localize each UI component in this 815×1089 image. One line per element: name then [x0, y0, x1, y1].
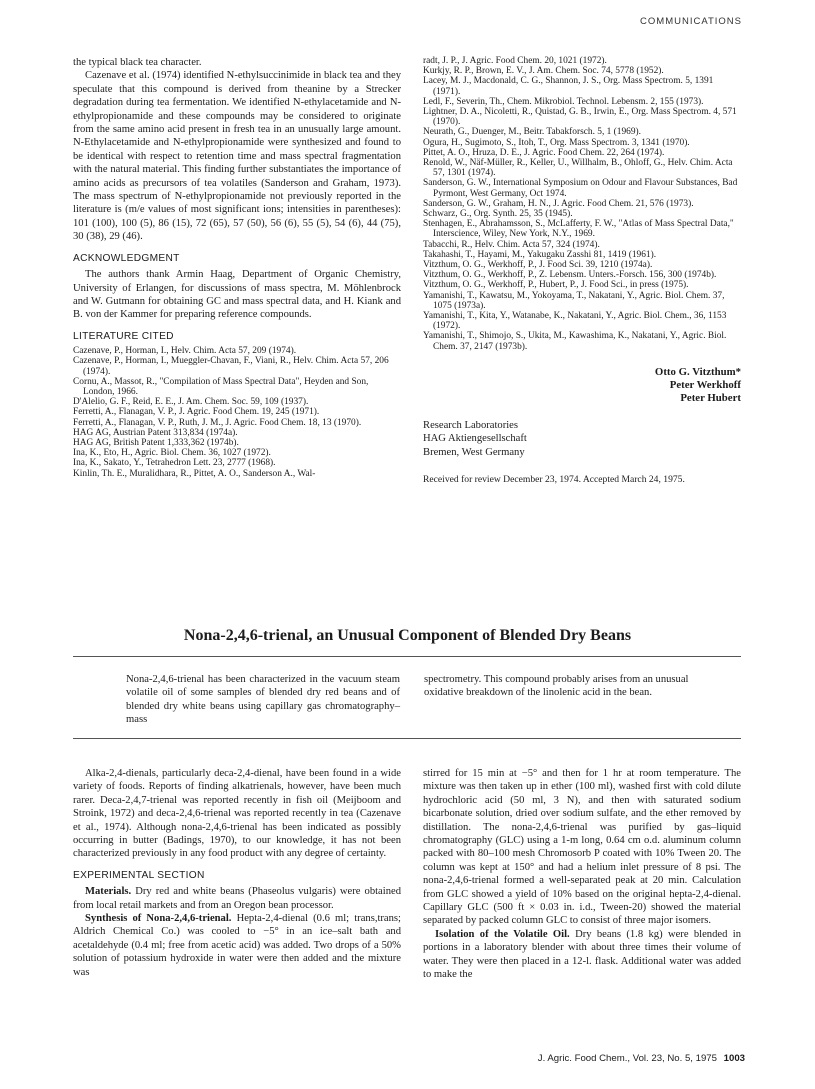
- reference-item: D'Alelio, G. F., Reid, E. E., J. Am. Chem. Soc. 59, 109 (1937).: [73, 397, 309, 408]
- article-title: Nona-2,4,6-trienal, an Unusual Component of Blended Dry Beans: [183, 627, 632, 644]
- reference-item: HAG AG, British Patent 1,333,362 (1974b).: [73, 437, 239, 448]
- reference-item: Ina, K., Eto, H., Agric. Biol. Chem. 36, 1027 (1972).: [73, 448, 271, 459]
- author-name: Peter Werkhoff: [669, 378, 741, 391]
- reference-item: Neurath, G., Duenger, M., Beitr. Tabakforsch. 5, 1 (1969).: [423, 127, 642, 138]
- reference-item: Sanderson, G. W., International Symposium on Odour and Flavour Substances, Bad Pyrmont, West Germany, Oct 1974.: [423, 178, 738, 199]
- reference-item: Lightner, D. A., Nicoletti, R., Quistad, G. B., Irwin, E., Org. Mass Spectrom. 4, 571 (1970).: [423, 107, 737, 128]
- paragraph: [423, 928, 741, 982]
- reference-item: Yamanishi, T., Kawatsu, M., Yokoyama, T., Nakatani, Y., Agric. Biol. Chem. 37, 1075 (1973a).: [423, 290, 725, 311]
- author-name: Peter Hubert: [680, 391, 741, 404]
- section-heading: ACKNOWLEDGMENT: [73, 252, 180, 264]
- affiliation-line: HAG Aktiengesellschaft: [423, 433, 527, 445]
- reference-item: Kinlin, Th. E., Muralidhara, R., Pittet, A. O., Sanderson A., Wal-: [73, 468, 316, 479]
- reference-item: Takahashi, T., Hayami, M., Yakugaku Zasshi 81, 1419 (1961).: [423, 249, 657, 260]
- reference-item: Cazenave, P., Horman, I., Mueggler-Chavan, F., Viani, R., Helv. Chim. Acta 57, 206 (1974).: [73, 356, 389, 377]
- paragraph-text: Dry beans (1.8 kg) were blended in portions in a laboratory blender with about three times their volume of water. They were then placed in a 12-l. flask. Additional water was added to make the: [423, 928, 741, 981]
- upper-left-column: [73, 56, 401, 479]
- paragraph: [73, 885, 401, 912]
- reference-list: [423, 56, 741, 352]
- author-list: [423, 366, 741, 405]
- run-in-heading: Isolation of the Volatile Oil.: [435, 928, 570, 940]
- section-heading: LITERATURE CITED: [73, 330, 174, 342]
- run-in-heading: Materials.: [85, 886, 132, 898]
- page-number: 1003: [723, 1053, 745, 1064]
- reference-item: radt, J. P., J. Agric. Food Chem. 20, 1021 (1972).: [423, 56, 607, 66]
- reference-item: Vitzthum, O. G., Werkhoff, P., Hubert, P., J. Food Sci., in press (1975).: [423, 280, 689, 291]
- reference-item: Schwarz, G., Org. Synth. 25, 35 (1945).: [423, 209, 573, 220]
- reference-item: Pittet, A. O., Hruza, D. E., J. Agric. Food Chem. 22, 264 (1974).: [423, 147, 665, 158]
- reference-item: Yamanishi, T., Shimojo, S., Ukita, M., Kawashima, K., Nakatani, Y., Agric. Biol. Chem. 37, 2147 (1973b).: [423, 331, 727, 352]
- reference-item: Yamanishi, T., Kita, Y., Watanabe, K., Nakatani, Y., Agric. Biol. Chem., 36, 1153 (1972).: [423, 311, 727, 332]
- reference-item: Lacey, M. J., Macdonald, C. G., Shannon, J. S., Org. Mass Spectrom. 5, 1391 (1971).: [423, 76, 714, 97]
- reference-item: Ogura, H., Sugimoto, S., Itoh, T., Org. Mass Spectrom. 3, 1341 (1970).: [423, 137, 690, 148]
- affiliation-line: Research Laboratories: [423, 419, 519, 431]
- affiliation-line: Bremen, West Germany: [423, 446, 525, 458]
- divider: [73, 738, 741, 739]
- reference-item: Cazenave, P., Horman, I., Helv. Chim. Acta 57, 209 (1974).: [73, 346, 297, 357]
- reference-item: Ina, K., Sakato, Y., Tetrahedron Lett. 23, 2777 (1968).: [73, 458, 276, 469]
- abstract-right: spectrometry. This compound probably arises from an unusual oxidative breakdown of the linolenic acid in the bean.: [424, 674, 689, 699]
- received-note: Received for review December 23, 1974. Accepted March 24, 1975.: [423, 474, 685, 486]
- paragraph: [73, 912, 401, 979]
- running-header: COMMUNICATIONS: [640, 16, 742, 27]
- reference-item: Vitzthum, O. G., Werkhoff, P., J. Food Sci. 39, 1210 (1974a).: [423, 260, 653, 271]
- upper-right-column: [423, 56, 741, 487]
- divider: [73, 656, 741, 657]
- abstract-left: Nona-2,4,6-trienal has been characterized in the vacuum steam volatile oil of some samples of blended dry red beans and of blended dry white beans using capillary gas chromatography–mass: [126, 674, 400, 726]
- reference-item: Tabacchi, R., Helv. Chim. Acta 57, 324 (1974).: [423, 239, 600, 250]
- reference-item: HAG AG, Austrian Patent 313,834 (1974a).: [73, 427, 238, 438]
- author-name: Otto G. Vitzthum*: [654, 365, 741, 378]
- page-footer: [0, 1053, 745, 1064]
- affiliation: [423, 419, 741, 459]
- reference-item: Cornu, A., Massot, R., "Compilation of Mass Spectral Data", Heyden and Son, London, 1966.: [73, 376, 369, 397]
- run-in-heading: Synthesis of Nona-2,4,6-trienal.: [85, 913, 232, 925]
- section-heading: EXPERIMENTAL SECTION: [73, 869, 205, 881]
- reference-item: Vitzthum, O. G., Werkhoff, P., Z. Lebensm. Unters.-Forsch. 156, 300 (1974b).: [423, 270, 717, 281]
- reference-item: Renold, W., Näf-Müller, R., Keller, U., Willhalm, B., Ohloff, G., Helv. Chim. Acta 57, 1301 (1974).: [423, 158, 733, 179]
- paragraph: the typical black tea character.: [73, 57, 202, 68]
- reference-item: Ledl, F., Severin, Th., Chem. Mikrobiol. Technol. Lebensm. 2, 155 (1973).: [423, 96, 704, 107]
- lower-left-column: [73, 767, 401, 979]
- introduction-paragraph: Alka-2,4-dienals, particularly deca-2,4-dienal, have been found in a wide variety of foods. Reports of finding alkatrienals, however, have been much rarer. Deca-2,4,7-trienal was reported recently in fish oil (Meijboom and Stroink, 1972) and deca-2,4,6-trienal was reported recently in tea (Cazenave et al., 1974). Although nona-2,4,6-trienal has been indicated as possibly occurring in butter (Badings, 1970), to our knowledge, it has not been characterized previously in any food product with any degree of certainty.: [73, 768, 401, 860]
- lower-right-column: [423, 767, 741, 982]
- reference-item: Ferretti, A., Flanagan, V. P., Ruth, J. M., J. Agric. Food Chem. 18, 13 (1970).: [73, 417, 362, 428]
- reference-item: Sanderson, G. W., Graham, H. N., J. Agric. Food Chem. 21, 576 (1973).: [423, 198, 694, 209]
- reference-item: Ferretti, A., Flanagan, V. P., J. Agric. Food Chem. 19, 245 (1971).: [73, 407, 320, 418]
- reference-item: Kurkjy, R. P., Brown, E. V., J. Am. Chem. Soc. 74, 5778 (1952).: [423, 66, 664, 77]
- reference-item: Stenhagen, E., Abrahamsson, S., McLafferty, F. W., "Atlas of Mass Spectral Data," Interscience, Wiley, New York, N.Y., 1969.: [423, 219, 734, 240]
- reference-list: [73, 346, 401, 479]
- paragraph-text: Dry red and white beans (Phaseolus vulgaris) were obtained from local retail markets and from an Oregon bean processor.: [73, 886, 401, 911]
- paragraph: Cazenave et al. (1974) identified N-ethylsuccinimide in black tea and they speculate that this compound is derived from theanine by a Strecker degradation during tea fermentation. We identified N-ethylacetamide and N-ethylpropionamide and these compounds may be considered to originate from the same amino acid present in fresh tea in an unusually large amount. N-Ethylacetamide and N-ethylpropionamide were synthesized and found to be identical with respect to retention time and mass spectral fragmentation with the natural material. This finding further substantiates the importance of amino acids as precursors of tea volatiles (Sanderson and Graham, 1973). The mass spectrum of N-ethylpropionamide not previously reported in the literature is (m/e values of most significant ions; intensities in parentheses): 101 (100), 100 (5), 86 (15), 72 (65), 57 (50), 56 (6), 55 (5), 54 (6), 44 (75), 30 (38), 29 (46).: [73, 70, 401, 243]
- journal-citation: J. Agric. Food Chem., Vol. 23, No. 5, 1975: [537, 1053, 717, 1064]
- acknowledgment-text: The authors thank Armin Haag, Department of Organic Chemistry, University of Erlangen, for discussions of mass spectra, M. Möhlenbrock and W. Gutmann for obtaining GC and mass spectral data, and H. Kiank and B. von der Kammer for preparing reference compounds.: [73, 269, 401, 321]
- paragraph: stirred for 15 min at −5° and then for 1 hr at room temperature. The mixture was then taken up in ether (100 ml), washed first with cold dilute hydrochloric acid (50 ml, 3 N), and then with saturated sodium bicarbonate solution, dried over sodium sulfate, and the ether removed by distillation. The nona-2,4,6-trienal was purified by gas–liquid chromatography (GLC) using a 1-m long, 0.64 cm o.d. aluminum column packed with 80–100 mesh Chromosorb P coated with 10% Tween 20. The column was kept at 150° and had a helium inlet pressure of 8 psi. The nona-2,4,6-trienal formed a well-separated peak at 20 min. Calculation from GLC showed a yield of 10% based on the original hepta-2,4-dienal. Capillary GLC (500 ft × 0.03 in. i.d., Tween-20) showed the material separated by packed column GLC to consist of three major isomers.: [423, 768, 741, 927]
- paragraph-text: Hepta-2,4-dienal (0.6 ml; trans,trans; Aldrich Chemical Co.) was cooled to −5° in an ice–salt bath and acetaldehyde (0.4 ml; free from acetic acid) was added. Two drops of a 50% solution of potassium hydroxide in water were then added and the mixture was: [73, 913, 402, 978]
